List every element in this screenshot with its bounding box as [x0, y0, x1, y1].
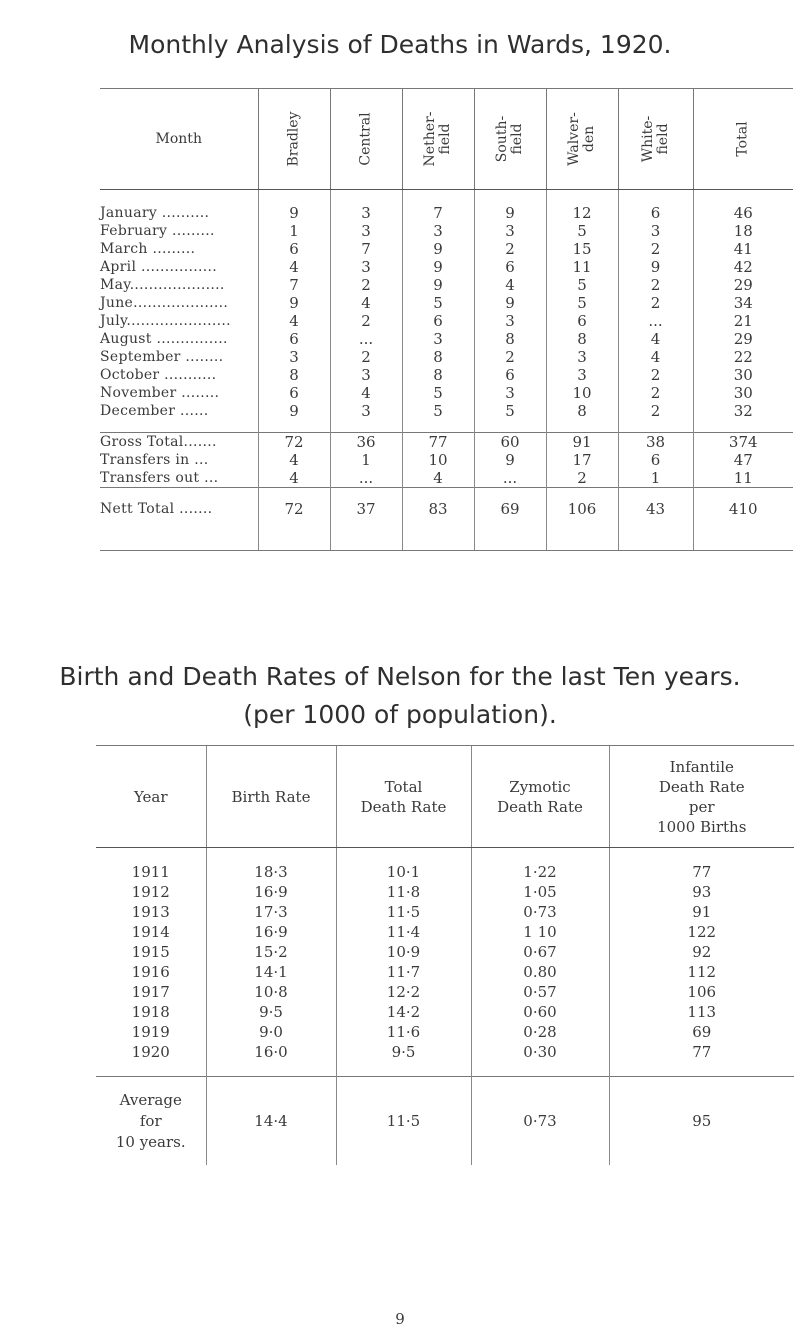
cell-value: ...	[474, 469, 546, 488]
year-row	[96, 882, 794, 902]
row-label: June....................	[100, 295, 229, 311]
column-header-total: Total	[693, 89, 793, 190]
cell-value: 16·9	[206, 882, 336, 902]
column-header-bradley: Bradley	[258, 89, 330, 190]
month-column-header: Month	[100, 89, 258, 190]
cell-value: 2	[330, 312, 402, 330]
row-label: September ........	[100, 349, 224, 365]
cell-value: 15·2	[206, 942, 336, 962]
cell-value: 4	[618, 330, 693, 348]
cell-value: 374	[693, 433, 793, 452]
cell-value: 8	[546, 402, 618, 420]
cell-value: 2	[618, 402, 693, 420]
cell-value: 2	[474, 240, 546, 258]
month-row	[100, 384, 793, 402]
average-value: 11·5	[336, 1077, 471, 1166]
column-header-walverden: Walver- den	[546, 89, 618, 190]
cell-value: 4	[258, 258, 330, 276]
cell-value: 1917	[131, 983, 170, 1001]
cell-value: 2	[618, 294, 693, 312]
rates-title: Birth and Death Rates of Nelson for the last Ten years.	[59, 662, 741, 691]
cell-value: 9·5	[206, 1002, 336, 1022]
cell-value: 8	[474, 330, 546, 348]
cell-value: 5	[402, 402, 474, 420]
cell-value: 9	[402, 258, 474, 276]
cell-value: 69	[474, 488, 546, 531]
cell-value: 1914	[131, 923, 170, 941]
cell-value: 7	[258, 276, 330, 294]
cell-value: 6	[618, 190, 693, 223]
cell-value: 12·2	[336, 982, 471, 1002]
cell-value: 9	[258, 402, 330, 420]
cell-value: 9	[258, 190, 330, 223]
cell-value: 1	[618, 469, 693, 488]
cell-value: 0·60	[471, 1002, 609, 1022]
cell-value: 2	[618, 240, 693, 258]
month-row	[100, 258, 793, 276]
year-row	[96, 1002, 794, 1022]
cell-value: 16·0	[206, 1042, 336, 1062]
deaths-by-ward-table	[100, 88, 793, 551]
row-label: Transfers in ...	[100, 452, 209, 468]
year-row	[96, 942, 794, 962]
cell-value: 9	[258, 294, 330, 312]
cell-value: 6	[546, 312, 618, 330]
cell-value: 0·28	[471, 1022, 609, 1042]
transfers-out-row	[100, 469, 793, 488]
cell-value: 6	[258, 240, 330, 258]
cell-value: 106	[546, 488, 618, 531]
cell-value: 77	[402, 433, 474, 452]
row-label: October ...........	[100, 367, 217, 383]
column-header-whitefield: White- field	[618, 89, 693, 190]
cell-value: 3	[330, 258, 402, 276]
cell-value: 1915	[131, 943, 170, 961]
cell-value: 1920	[131, 1043, 170, 1061]
page-number: 9	[395, 1310, 405, 1328]
cell-value: 60	[474, 433, 546, 452]
month-row	[100, 222, 793, 240]
cell-value: 18	[693, 222, 793, 240]
cell-value: 9·5	[336, 1042, 471, 1062]
cell-value: 11·6	[336, 1022, 471, 1042]
cell-value: 3	[474, 384, 546, 402]
month-row	[100, 402, 793, 420]
cell-value: 1918	[131, 1003, 170, 1021]
cell-value: 11	[546, 258, 618, 276]
cell-value: 5	[402, 384, 474, 402]
cell-value: 1 10	[471, 922, 609, 942]
cell-value: 5	[546, 222, 618, 240]
cell-value: 3	[546, 366, 618, 384]
cell-value: 3	[618, 222, 693, 240]
cell-value: 0·73	[471, 902, 609, 922]
nett-total-row	[100, 488, 793, 531]
cell-value: 2	[618, 384, 693, 402]
cell-value: 37	[330, 488, 402, 531]
cell-value: 47	[693, 451, 793, 469]
row-label: July......................	[100, 313, 231, 329]
cell-value: 10	[546, 384, 618, 402]
month-row	[100, 312, 793, 330]
cell-value: 9	[402, 240, 474, 258]
cell-value: 43	[618, 488, 693, 531]
cell-value: 1913	[131, 903, 170, 921]
row-label: December ......	[100, 403, 209, 419]
cell-value: 1919	[131, 1023, 170, 1041]
cell-value: 4	[618, 348, 693, 366]
rates-subtitle: (per 1000 of population).	[243, 700, 557, 729]
cell-value: 6	[474, 258, 546, 276]
average-value: 14·4	[206, 1077, 336, 1166]
cell-value: 1912	[131, 883, 170, 901]
cell-value: 2	[618, 276, 693, 294]
column-header-year: Year	[96, 746, 206, 848]
cell-value: 9·0	[206, 1022, 336, 1042]
cell-value: 1	[258, 222, 330, 240]
cell-value: 11·7	[336, 962, 471, 982]
column-header-infantile-death-rate: Infantile Death Rate per 1000 Births	[609, 746, 794, 848]
cell-value: ...	[330, 469, 402, 488]
cell-value: 8	[546, 330, 618, 348]
cell-value: 5	[474, 402, 546, 420]
cell-value: 11·4	[336, 922, 471, 942]
cell-value: 122	[609, 922, 794, 942]
cell-value: 11·5	[336, 902, 471, 922]
cell-value: 77	[609, 1042, 794, 1062]
cell-value: 2	[474, 348, 546, 366]
cell-value: 11	[693, 469, 793, 488]
cell-value: 32	[693, 402, 793, 420]
row-label: Nett Total .......	[100, 488, 258, 531]
year-row	[96, 1042, 794, 1062]
cell-value: ...	[330, 330, 402, 348]
row-label: August ...............	[100, 331, 228, 347]
cell-value: ...	[618, 312, 693, 330]
cell-value: 6	[618, 451, 693, 469]
year-row	[96, 902, 794, 922]
cell-value: 2	[330, 276, 402, 294]
cell-value: 69	[609, 1022, 794, 1042]
cell-value: 1911	[131, 863, 170, 881]
cell-value: 9	[618, 258, 693, 276]
cell-value: 30	[693, 384, 793, 402]
cell-value: 29	[693, 330, 793, 348]
cell-value: 8	[258, 366, 330, 384]
month-row	[100, 330, 793, 348]
cell-value: 0.80	[471, 962, 609, 982]
cell-value: 77	[609, 848, 794, 883]
row-label: January ..........	[100, 205, 210, 221]
cell-value: 10	[402, 451, 474, 469]
cell-value: 2	[618, 366, 693, 384]
cell-value: 14·1	[206, 962, 336, 982]
cell-value: 3	[330, 366, 402, 384]
cell-value: 3	[330, 190, 402, 223]
cell-value: 72	[258, 488, 330, 531]
cell-value: 11·8	[336, 882, 471, 902]
cell-value: 14·2	[336, 1002, 471, 1022]
cell-value: 1·22	[471, 848, 609, 883]
cell-value: 8	[402, 348, 474, 366]
cell-value: 3	[258, 348, 330, 366]
row-label: April ................	[100, 259, 217, 275]
average-row	[96, 1077, 794, 1166]
column-header-birth-rate: Birth Rate	[206, 746, 336, 848]
average-value: 95	[609, 1077, 794, 1166]
cell-value: 4	[474, 276, 546, 294]
cell-value: 34	[693, 294, 793, 312]
cell-value: 4	[330, 294, 402, 312]
cell-value: 12	[546, 190, 618, 223]
cell-value: 3	[330, 222, 402, 240]
row-label: March .........	[100, 241, 196, 257]
cell-value: 91	[609, 902, 794, 922]
row-label: February .........	[100, 223, 215, 239]
column-header-total-death-rate: Total Death Rate	[336, 746, 471, 848]
cell-value: 0·67	[471, 942, 609, 962]
row-label: Transfers out ...	[100, 470, 219, 486]
column-header-netherfield: Nether- field	[402, 89, 474, 190]
cell-value: 0·30	[471, 1042, 609, 1062]
row-label: November ........	[100, 385, 220, 401]
cell-value: 2	[330, 348, 402, 366]
column-header-zymotic-death-rate: Zymotic Death Rate	[471, 746, 609, 848]
cell-value: 3	[546, 348, 618, 366]
row-label: Gross Total.......	[100, 433, 258, 452]
cell-value: 2	[546, 469, 618, 488]
cell-value: 36	[330, 433, 402, 452]
cell-value: 38	[618, 433, 693, 452]
cell-value: 91	[546, 433, 618, 452]
cell-value: 29	[693, 276, 793, 294]
cell-value: 1	[330, 451, 402, 469]
cell-value: 16·9	[206, 922, 336, 942]
cell-value: 6	[474, 366, 546, 384]
year-row	[96, 982, 794, 1002]
cell-value: 10·9	[336, 942, 471, 962]
cell-value: 113	[609, 1002, 794, 1022]
transfers-in-row	[100, 451, 793, 469]
column-header-central: Central	[330, 89, 402, 190]
gross-total-row	[100, 433, 793, 452]
cell-value: 30	[693, 366, 793, 384]
cell-value: 3	[474, 312, 546, 330]
birth-death-rates-table	[96, 745, 794, 1165]
cell-value: 7	[330, 240, 402, 258]
month-row	[100, 294, 793, 312]
cell-value: 1916	[131, 963, 170, 981]
cell-value: 0·57	[471, 982, 609, 1002]
row-label: May....................	[100, 277, 225, 293]
cell-value: 9	[474, 190, 546, 223]
cell-value: 10·1	[336, 848, 471, 883]
cell-value: 17·3	[206, 902, 336, 922]
cell-value: 112	[609, 962, 794, 982]
average-label: Average for 10 years.	[96, 1077, 206, 1166]
cell-value: 22	[693, 348, 793, 366]
deaths-title: Monthly Analysis of Deaths in Wards, 1920.	[128, 30, 672, 59]
cell-value: 46	[693, 190, 793, 223]
cell-value: 5	[546, 276, 618, 294]
cell-value: 4	[402, 469, 474, 488]
month-row	[100, 276, 793, 294]
month-row	[100, 240, 793, 258]
cell-value: 4	[258, 469, 330, 488]
cell-value: 8	[402, 366, 474, 384]
cell-value: 17	[546, 451, 618, 469]
column-header-southfield: South- field	[474, 89, 546, 190]
cell-value: 9	[402, 276, 474, 294]
cell-value: 18·3	[206, 848, 336, 883]
cell-value: 3	[402, 330, 474, 348]
cell-value: 410	[693, 488, 793, 531]
cell-value: 6	[402, 312, 474, 330]
cell-value: 21	[693, 312, 793, 330]
cell-value: 4	[258, 312, 330, 330]
cell-value: 10·8	[206, 982, 336, 1002]
month-row	[100, 190, 793, 223]
cell-value: 1·05	[471, 882, 609, 902]
year-row	[96, 1022, 794, 1042]
cell-value: 3	[330, 402, 402, 420]
cell-value: 106	[609, 982, 794, 1002]
cell-value: 72	[258, 433, 330, 452]
cell-value: 6	[258, 330, 330, 348]
cell-value: 4	[330, 384, 402, 402]
cell-value: 6	[258, 384, 330, 402]
year-row	[96, 848, 794, 883]
year-row	[96, 962, 794, 982]
cell-value: 5	[402, 294, 474, 312]
cell-value: 92	[609, 942, 794, 962]
cell-value: 15	[546, 240, 618, 258]
cell-value: 5	[546, 294, 618, 312]
average-value: 0·73	[471, 1077, 609, 1166]
month-row	[100, 366, 793, 384]
cell-value: 42	[693, 258, 793, 276]
year-row	[96, 922, 794, 942]
cell-value: 83	[402, 488, 474, 531]
cell-value: 4	[258, 451, 330, 469]
cell-value: 41	[693, 240, 793, 258]
cell-value: 9	[474, 451, 546, 469]
cell-value: 93	[609, 882, 794, 902]
cell-value: 3	[402, 222, 474, 240]
month-row	[100, 348, 793, 366]
cell-value: 9	[474, 294, 546, 312]
cell-value: 7	[402, 190, 474, 223]
cell-value: 3	[474, 222, 546, 240]
